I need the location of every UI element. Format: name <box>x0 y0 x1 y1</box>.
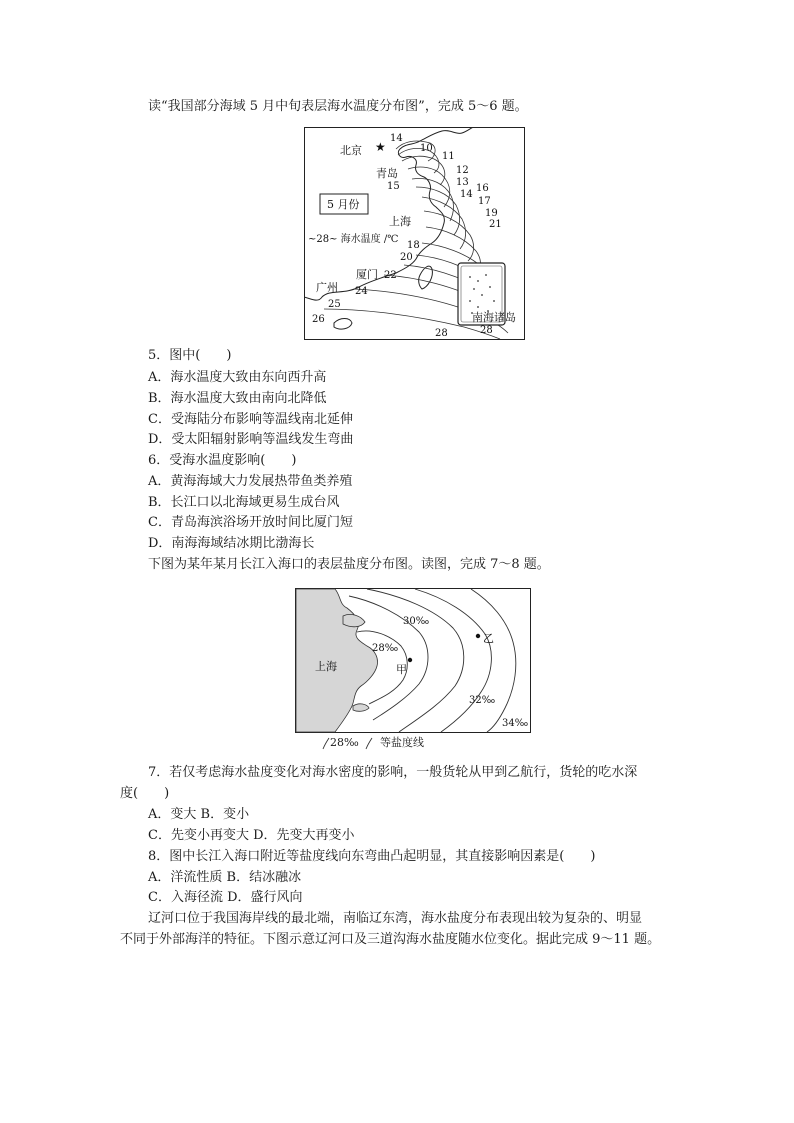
q7-options-ab: A．变大 B．变小 <box>148 807 250 822</box>
isohaline-label: 32‰ <box>469 695 496 706</box>
q6-stem: 6．受海水温度影响( ) <box>148 453 297 468</box>
legend-text: 等盐度线 <box>380 736 424 749</box>
q5-option-a: A．海水温度大致由东向西升高 <box>148 370 327 385</box>
temperature-legend: ~28~ 海水温度 /℃ <box>308 234 399 245</box>
isotherm-label: 28 <box>480 325 493 336</box>
label-guangzhou: 广州 <box>316 281 338 294</box>
isotherm-label: 15 <box>387 181 400 192</box>
point-jia-marker <box>408 658 412 662</box>
q8-options-cd: C．入海径流 D．盛行风向 <box>148 890 303 905</box>
q5-option-c: C．受海陆分布影响等温线南北延伸 <box>148 412 353 427</box>
q6-option-c: C．青岛海滨浴场开放时间比厦门短 <box>148 515 353 530</box>
q7-stem-cont: 度( ) <box>120 786 170 801</box>
legend-value: 28‰ <box>330 736 359 749</box>
isohaline-label: 30‰ <box>403 616 430 627</box>
q6-option-d: D．南海海域结冰期比渤海长 <box>148 536 315 551</box>
q8-options-ab: A．洋流性质 B．结冰融冰 <box>148 870 302 885</box>
isotherm-label: 28 <box>435 328 448 339</box>
point-yi-label: 乙 <box>483 632 494 645</box>
point-yi-marker <box>476 634 480 638</box>
sea-temperature-map <box>304 127 525 340</box>
closing-paragraph-line1: 辽河口位于我国海岸线的最北端，南临辽东湾，海水盐度分布表现出较为复杂的、明显 <box>148 911 643 926</box>
label-nanhai-islands: 南海诸岛 <box>472 311 516 324</box>
intro-map2: 下图为某年某月长江入海口的表层盐度分布图。读图，完成 7～8 题。 <box>148 557 550 572</box>
q7-stem: 7．若仅考虑海水盐度变化对海水密度的影响，一般货轮从甲到乙航行，货轮的吃水深 <box>148 765 638 780</box>
isotherm-label: 25 <box>328 299 341 310</box>
isotherm-label: 14 <box>390 133 403 144</box>
salinity-map <box>295 588 531 733</box>
isohaline-label: 28‰ <box>372 643 399 654</box>
isotherm-label: 13 <box>456 177 469 188</box>
isotherm-label: 24 <box>355 286 368 297</box>
isotherm-label: 10 <box>420 143 433 154</box>
isotherm-label: 17 <box>478 196 491 207</box>
isotherm-label: 16 <box>476 183 489 194</box>
q6-option-b: B．长江口以北海域更易生成台风 <box>148 495 340 510</box>
isotherm-label: 26 <box>312 314 325 325</box>
isotherm-label: 22 <box>384 270 397 281</box>
isotherm-label: 11 <box>442 151 455 162</box>
q7-options-cd: C．先变小再变大 D．先变大再变小 <box>148 828 355 843</box>
q5-option-d: D．受太阳辐射影响等温线发生弯曲 <box>148 432 354 447</box>
isotherm-label: 20 <box>400 252 413 263</box>
isotherm-label: 19 <box>485 208 498 219</box>
q5-option-b: B．海水温度大致由南向北降低 <box>148 391 327 406</box>
q6-option-a: A．黄海海域大力发展热带鱼类养殖 <box>148 474 353 489</box>
isotherm-label: 12 <box>456 165 469 176</box>
star-icon: ★ <box>375 140 386 154</box>
label-beijing: 北京 <box>340 144 362 157</box>
isotherm-label: 18 <box>407 240 420 251</box>
q5-stem: 5．图中( ) <box>148 348 232 363</box>
intro-map1: 读“我国部分海域 5 月中旬表层海水温度分布图”，完成 5～6 题。 <box>148 99 528 114</box>
point-jia-label: 甲 <box>396 663 407 676</box>
isotherm-label: 14 <box>460 189 473 200</box>
month-label: 5 月份 <box>327 198 360 211</box>
label-xiamen: 厦门 <box>356 268 378 281</box>
label-shanghai: 上海 <box>389 215 411 228</box>
label-qingdao: 青岛 <box>376 167 398 180</box>
isohaline-label: 34‰ <box>502 718 529 729</box>
label-shanghai: 上海 <box>315 660 337 673</box>
q8-stem: 8．图中长江入海口附近等盐度线向东弯曲凸起明显，其直接影响因素是( ) <box>148 849 596 864</box>
isotherm-label: 21 <box>489 219 502 230</box>
closing-paragraph-line2: 不同于外部海洋的特征。下图示意辽河口及三道沟海水盐度随水位变化。据此完成 9～11 题。 <box>120 932 661 947</box>
